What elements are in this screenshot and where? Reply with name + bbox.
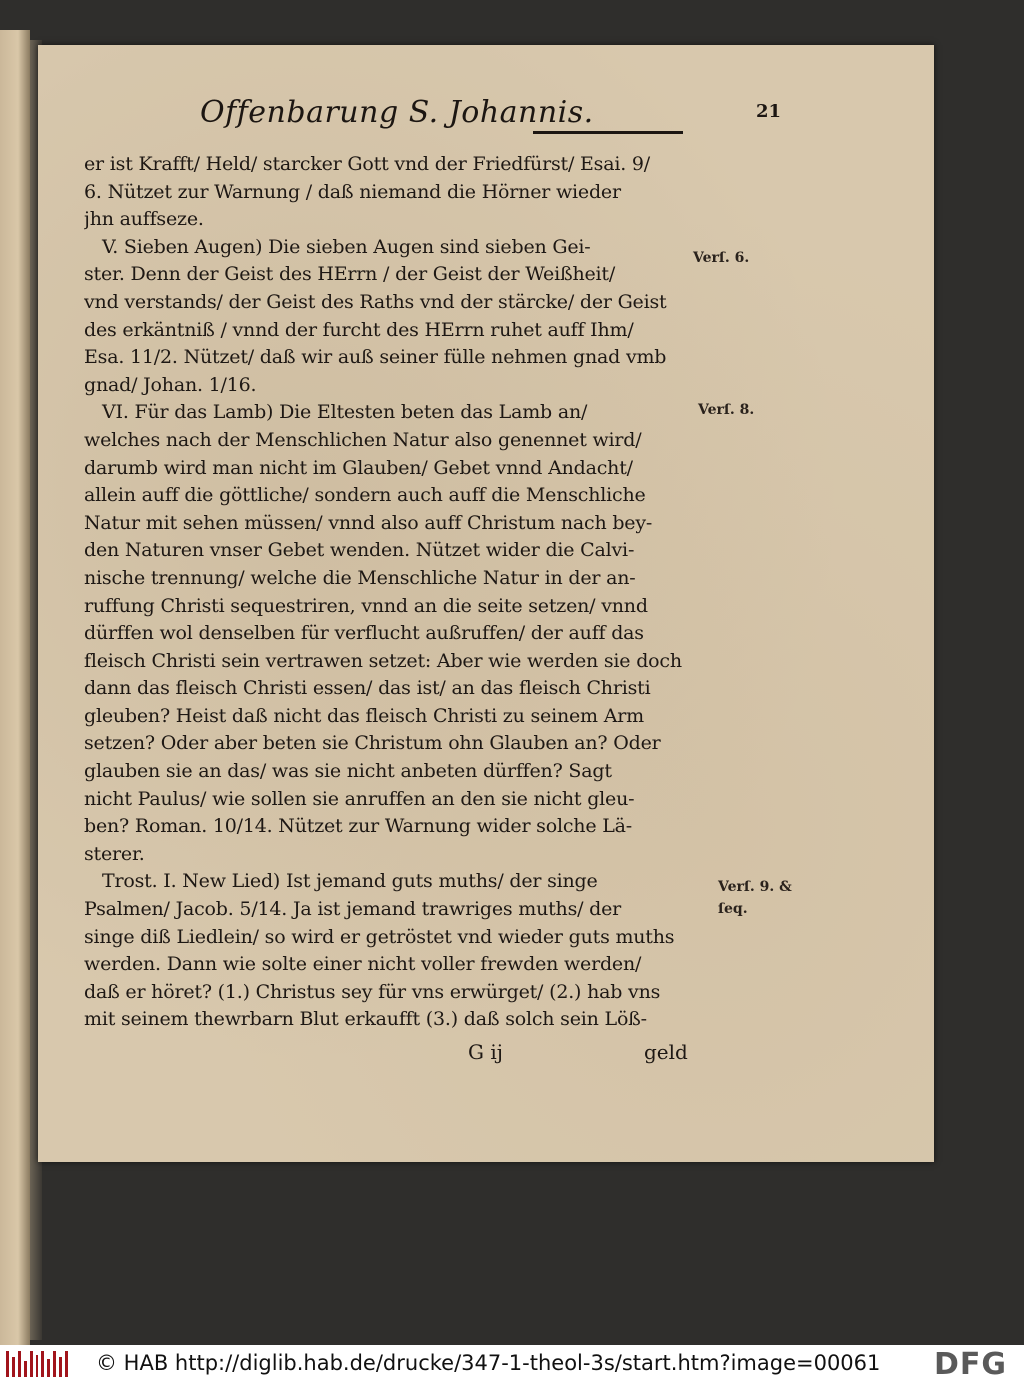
text-line: Psalmen/ Jacob. 5/14. Ja ist jemand trawriges muths/ der — [84, 898, 622, 921]
signature-mark: G ij — [468, 1040, 503, 1064]
facing-page-edge — [0, 30, 30, 1345]
margin-note-vers9-seq: ſeq. — [718, 901, 748, 917]
text-line: nicht Paulus/ wie sollen sie anruffen an den sie nicht gleu- — [84, 787, 635, 810]
text-line: den Naturen vnser Gebet wenden. Nützet wider die Calvi- — [84, 539, 635, 562]
text-line: ruffung Christi sequestriren, vnnd an die seite setzen/ vnnd — [84, 594, 648, 617]
margin-note-vers8: Verſ. 8. — [698, 402, 755, 418]
text-line: er ist Krafft/ Held/ starcker Gott vnd der Friedfürst/ Esai. 9/ — [84, 153, 650, 175]
text-line: fleisch Christi sein vertrawen setzet: Aber wie werden sie doch — [84, 649, 682, 672]
text-line: glauben sie an das/ was sie nicht anbeten dürffen? Sagt — [84, 760, 612, 783]
text-line: jhn auffseze. — [84, 208, 204, 231]
dfg-logo: DFG — [934, 1347, 1008, 1382]
text-line: sterer. — [84, 842, 145, 865]
text-line: singe diß Liedlein/ so wird er getröstet vnd wieder guts muths — [84, 925, 675, 948]
copyright-link[interactable]: © HAB http://diglib.hab.de/drucke/347-1-theol-3s/start.htm?image=00061 — [96, 1351, 881, 1375]
text-line: gleuben? Heist daß nicht das fleisch Christi zu seinem Arm — [84, 704, 644, 727]
text-line: vnd verstands/ der Geist des Raths vnd der stärcke/ der Geist — [84, 290, 667, 313]
text-line: gnad/ Johan. 1/16. — [84, 373, 257, 396]
text-line: setzen? Oder aber beten sie Christum ohn Glauben an? Oder — [84, 732, 661, 755]
hab-logo-icon — [6, 1351, 68, 1377]
text-line: ster. Denn der Geist des HErrn / der Geist der Weißheit/ — [84, 263, 616, 286]
text-line: nische trennung/ welche die Menschliche Natur in der an- — [84, 566, 636, 589]
text-line: Esa. 11/2. Nützet/ daß wir auß seiner fülle nehmen gnad vmb — [84, 346, 667, 369]
text-line: dann das fleisch Christi essen/ das ist/ an das fleisch Christi — [84, 677, 651, 700]
text-line: des erkäntniß / vnnd der furcht des HErrn ruhet auff Ihm/ — [84, 318, 634, 341]
footer-bar — [0, 1345, 1024, 1383]
text-line: welches nach der Menschlichen Natur also genennet wird/ — [84, 428, 642, 451]
body-text — [84, 151, 694, 1034]
text-line: 6. Nützet zur Warnung / daß niemand die Hörner wieder — [84, 180, 621, 203]
text-line: Trost. I. New Lied) Ist jemand guts muths/ der singe — [102, 870, 598, 893]
page-number: 21 — [756, 101, 782, 122]
text-line: Natur mit sehen müssen/ vnnd also auff Christum nach bey- — [84, 511, 653, 534]
header-rule — [533, 131, 683, 134]
scanned-page — [38, 45, 934, 1162]
text-line: dürffen wol denselben für verflucht außruffen/ der auff das — [84, 622, 644, 645]
text-line: V. Sieben Augen) Die sieben Augen sind sieben Gei- — [102, 235, 591, 258]
running-head: Offenbarung S. Johannis. — [200, 95, 594, 130]
margin-note-vers9: Verſ. 9. & — [718, 879, 792, 895]
text-line: mit seinem thewrbarn Blut erkaufft (3.) daß solch sein Löß- — [84, 1008, 647, 1031]
text-line: werden. Dann wie solte einer nicht voller frewden werden/ — [84, 953, 642, 976]
catchword: geld — [644, 1040, 688, 1064]
text-line: allein auff die göttliche/ sondern auch auff die Menschliche — [84, 484, 646, 507]
text-line: ben? Roman. 10/14. Nützet zur Warnung wider solche Lä- — [84, 815, 632, 838]
text-line: daß er höret? (1.) Christus sey für vns erwürget/ (2.) hab vns — [84, 980, 661, 1003]
margin-note-vers6: Verſ. 6. — [693, 250, 750, 266]
text-line: darumb wird man nicht im Glauben/ Gebet vnnd Andacht/ — [84, 456, 633, 479]
text-line: VI. Für das Lamb) Die Eltesten beten das Lamb an/ — [102, 401, 588, 424]
